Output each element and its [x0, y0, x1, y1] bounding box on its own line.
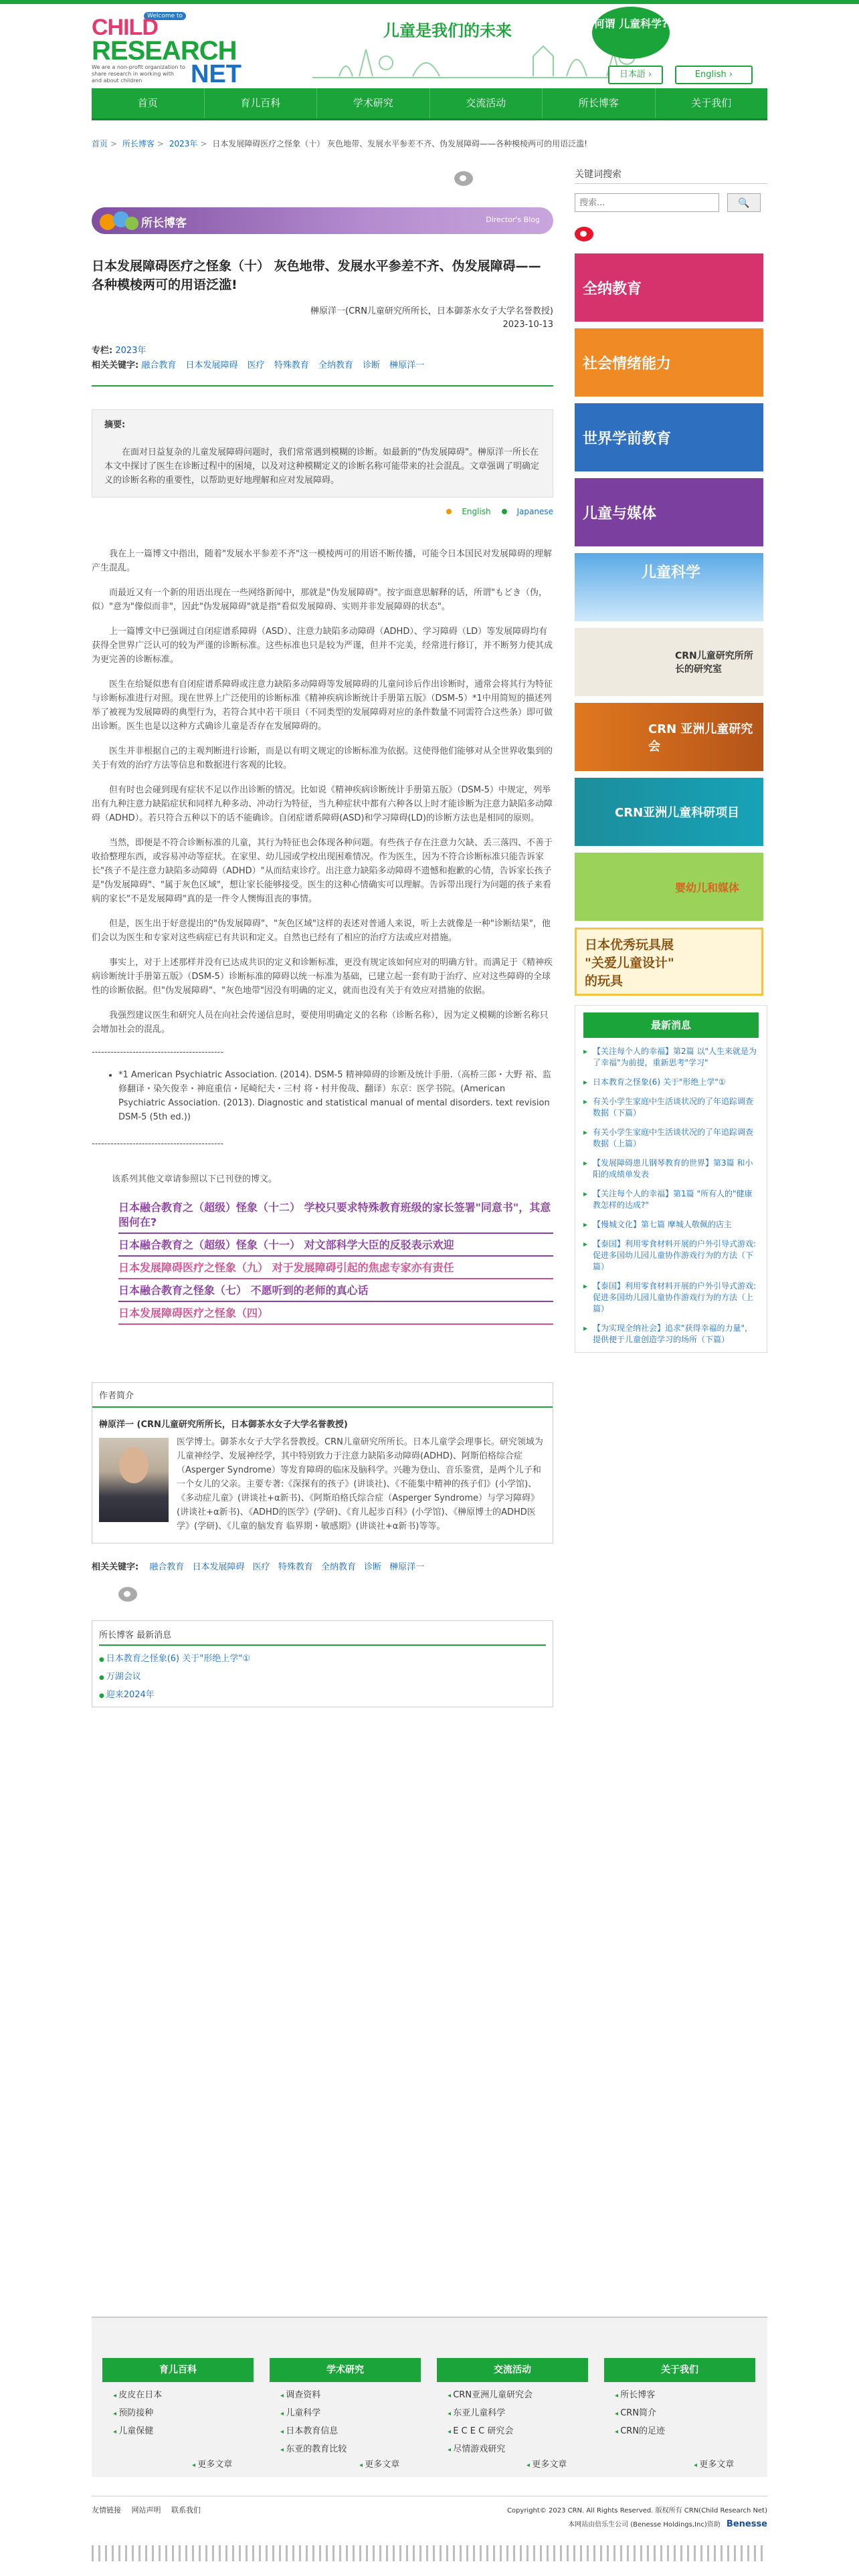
- site-logo[interactable]: [92, 9, 246, 88]
- related-post-link[interactable]: 日本融合教育之怪象（七） 不愿听到的老师的真心话: [118, 1279, 553, 1302]
- banner-crn-asia-project[interactable]: [575, 778, 763, 846]
- footer-link[interactable]: ◂ 皮皮在日本: [113, 2387, 254, 2400]
- abstract-label: 摘要:: [104, 420, 126, 430]
- column-link[interactable]: 2023年: [115, 346, 147, 356]
- blog-latest-box: [92, 1620, 553, 1707]
- keyword-link[interactable]: 特殊教育: [278, 1562, 313, 1572]
- divider-line: ------------------------------------------: [92, 1047, 224, 1057]
- keyword-search-heading: 关键词搜索: [575, 167, 767, 184]
- abstract-text: 在面对日益复杂的儿童发展障碍问题时，我们常常遇到模糊的诊断。如最新的"伪发展障碍"。榊原洋一所长在本文中探讨了医生在诊断过程中的困境，以及对这种模糊定义的诊断名称可能带来的社会混乱。文章强调了明确定义的诊断名称的重要性，以帮助更好地理解和应对发展障碍。: [104, 447, 540, 486]
- paragraph: 上一篇博文中已强调过自闭症谱系障碍（ASD）、注意力缺陷多动障碍（ADHD）、学习障碍（LD）等发展障碍均有获得全世界广泛认可的较为严谨的诊断标准。这些标准也只是较为严谨，但并不完美，经常进行修订，并不断努力使其成为更完善的诊断标准。: [92, 627, 553, 665]
- sidebar: [575, 167, 767, 1353]
- sponsor-text: 本网站由倍乐生公司 (Benesse Holdings,Inc)资助: [568, 2521, 721, 2529]
- bottom-keywords: [92, 1560, 553, 1572]
- news-link[interactable]: ▸ 【发展障碍患儿钢琴教育的世界】第3篇 和小阳的成绩单发表: [583, 1158, 759, 1180]
- author-profile-heading: 作者简介: [92, 1383, 553, 1408]
- blog-header-bar: [92, 207, 553, 234]
- footer-more-link[interactable]: ◂ 更多文章: [694, 2457, 734, 2470]
- banner-director-lab[interactable]: [575, 628, 763, 696]
- news-link[interactable]: ▸ 【关注每个人的幸福】第2篇 以"人生来就是为了幸福"为前提，重新思考"学习": [583, 1046, 759, 1069]
- lang-english-link[interactable]: [446, 507, 490, 516]
- nav-about[interactable]: 关于我们: [691, 97, 732, 109]
- lang-japanese-link[interactable]: [502, 507, 554, 516]
- keyword-link[interactable]: 特殊教育: [274, 360, 309, 370]
- related-post-link[interactable]: 日本发展障碍医疗之怪象（四）: [118, 1302, 553, 1325]
- banner-crn-asia-research[interactable]: [575, 703, 763, 771]
- footer-grass-decoration: [92, 2545, 767, 2561]
- blog-latest-heading: 所长博客 最新消息: [99, 1628, 546, 1646]
- meta-divider: [92, 385, 553, 387]
- banner-label: CRN亚洲儿童科研项目: [615, 806, 740, 820]
- footer-link[interactable]: ◂ E C E C 研究会: [448, 2424, 588, 2436]
- footer-col-heading[interactable]: 关于我们: [604, 2358, 755, 2382]
- reference-item: • *1 American Psychiatric Association. (2014). DSM-5 精神障碍的诊断及统计手册.（高桥三郎・大野 裕、监修翻译・染矢俊幸・神庭重信・尾崎纪夫・三村 将・村井俊哉、翻译）东京：医学书院。(American Psychiatric Association. (2013). Diagnostic and statistical manual of mental disorders. text revision DSM-5 (5th ed.)): [118, 1068, 553, 1124]
- news-link[interactable]: ▸ 【泰国】利用零食材料开展的户外引导式游戏: 促进多国幼儿园儿童协作游戏行为的方法（下篇）: [583, 1239, 759, 1273]
- footer-col-heading[interactable]: 交流活动: [437, 2358, 588, 2382]
- article-author: [92, 305, 553, 332]
- footer-link[interactable]: ◂ CRN简介: [615, 2405, 755, 2418]
- latest-news-heading: 最新消息: [583, 1012, 759, 1038]
- banner-world-ece[interactable]: [575, 403, 763, 471]
- banner-child-science[interactable]: [575, 553, 763, 621]
- author-profile-name: 榊原洋一 (CRN儿童研究所所长，日本御茶水女子大学名誉教授): [99, 1420, 348, 1430]
- nav-home[interactable]: 首页: [92, 88, 205, 118]
- paragraph: 医生并非根据自己的主观判断进行诊断，而是以有明文规定的诊断标准为依据。这使得他们能够对从全世界收集到的关于有效的治疗方法等信息和数据进行客观的比较。: [92, 746, 553, 770]
- banner-label: 社会情绪能力: [583, 355, 672, 372]
- banner-label: CRN 亚洲儿童研究会: [648, 722, 753, 754]
- footer-col-events: [437, 2358, 588, 2454]
- friend-links-link[interactable]: 友情链接: [92, 2506, 121, 2514]
- nav-parenting[interactable]: 育儿百科: [205, 88, 318, 118]
- search-form: [575, 193, 767, 212]
- footer-col-research: [270, 2358, 421, 2454]
- latest-news-box: [575, 1005, 767, 1353]
- keyword-link[interactable]: 日本发展障碍: [192, 1562, 245, 1572]
- column-label: 专栏:: [92, 346, 113, 356]
- footer-more-link[interactable]: ◂ 更多文章: [359, 2457, 399, 2470]
- breadcrumb-year[interactable]: 2023年: [169, 139, 198, 148]
- logo-tagline: We are a non-profit organization to share research in working with and about children: [92, 64, 185, 84]
- footer-col-about: [604, 2358, 755, 2436]
- weibo-icon[interactable]: [575, 227, 593, 241]
- banner-toy-award[interactable]: [575, 928, 763, 996]
- site-header: [92, 4, 767, 88]
- news-link[interactable]: ▸ 有关小学生家庭中生活谈状况的了年追踪调查数据（下篇）: [583, 1096, 759, 1119]
- english-button[interactable]: English ›: [675, 66, 753, 84]
- nav-research[interactable]: 学术研究: [317, 88, 430, 118]
- keyword-link[interactable]: 日本发展障碍: [185, 360, 238, 370]
- breadcrumb-current: 日本发展障碍医疗之怪象（十） 灰色地带、发展水平参差不齐、伪发展障碍——各种模棱两可的用语泛滥!: [212, 139, 587, 148]
- banner-label: 日本优秀玩具展 "关爱儿童设计" 的玩具: [585, 937, 674, 988]
- footer-link[interactable]: ◂ 儿童科学: [280, 2405, 421, 2418]
- reference-list: [118, 1068, 553, 1124]
- footer-link[interactable]: ◂ CRN亚洲儿童研究会: [448, 2387, 588, 2400]
- article-column: [92, 167, 553, 1707]
- logo-welcome: Welcome to: [144, 12, 186, 20]
- banner-label: 儿童与媒体: [583, 505, 657, 522]
- nav-blog[interactable]: 所长博客: [543, 88, 656, 118]
- banner-label: 全纳教育: [583, 280, 642, 298]
- logo-research: RESEARCH: [92, 36, 237, 66]
- author-bio: 医学博士。御茶水女子大学名誉教授。CRN儿童研究所所长。日本儿童学会理事长。研究领域为儿童神经学、发展神经学，其中特别致力于注意力缺陷多动障碍(ADHD)、阿斯伯格综合症（Asperger Syndrome）等发育障碍的临床及脑科学。兴趣为登山、音乐鉴赏，是两个儿子和一个女儿的父亲。主要专著:《深探有的孩子》(讲谈社)、《不能集中精神的孩子们》(小学馆)、《多动症儿童》(讲谈社+α新书)、《阿斯珀格氏综合症（Asperger Syndrome）与学习障碍》(讲谈社+α新书)、《ADHD的医学》(学研)、《育儿起步百科》(小学馆)、《榊原博士的ADHD医学》(学研)、《儿童的脑发育 临界期・敏感期》(讲谈社+α新书)等等。: [177, 1437, 543, 1531]
- footer-link[interactable]: ◂ 儿童保健: [113, 2424, 254, 2436]
- nav-events[interactable]: 交流活动: [430, 88, 543, 118]
- paragraph: 事实上，对于上述那样并没有已达成共识的定义和诊断标准，更没有规定该如何应对的明确方针。而满足于《精神疾病诊断统计手册第五版》（DSM-5）诊断标准的障碍以统一标准为基础，已建立起一套有助于治疗、应对这些障碍的全球性的诊断依据。但"伪发展障碍"、"灰色地带"因没有明确的定义，就而也没有关于有效应对措施的依据。: [92, 958, 553, 996]
- blog-bar-subtitle: Director's Blog: [486, 215, 540, 224]
- abstract-box: [92, 409, 553, 498]
- footer-link[interactable]: ◂ 日本教育信息: [280, 2424, 421, 2436]
- paragraph: 当然，即便是不符合诊断标准的儿童，其行为特征也会体现各种问题。有些孩子存在注意力欠缺、丢三落四、不善于收拾整理东西，或容易冲动等症状。在家里、幼儿园或学校出现困难情况。作为医生，因为不符合诊断标准只能告诉家长"孩子不是注意力缺陷多动障碍（ADHD）"从而结束诊疗。出注意力缺陷多动障碍不遗憾和抱歉的心情，告诉家长孩子是"伪发展障碍"、"属于灰色区域"，想让家长能够接受。医生的这种心情确实可以理解。告诉带出现行为问题的孩子来看病的家长"不是发展障碍"真的是一件令人懊悔沮丧的事情。: [92, 838, 553, 904]
- breadcrumb: 首页 > 所长博客 > 2023年 > 日本发展障碍医疗之怪象（十） 灰色地带、发展水平参差不齐、伪发展障碍——各种模棱两可的用语泛滥!: [92, 139, 587, 148]
- blog-latest-link[interactable]: ● 迎来2024年: [99, 1687, 546, 1700]
- copyright-text: Copyright© 2023 CRN. All Rights Reserved. 版权所有 CRN(Child Research Net): [506, 2507, 767, 2514]
- lang-dot-icon: [446, 509, 452, 514]
- article-date: 2023-10-13: [502, 320, 553, 330]
- blog-latest-link[interactable]: ● 万湖会议: [99, 1669, 546, 1682]
- banner-children-media[interactable]: [575, 478, 763, 546]
- related-post-link[interactable]: 日本发展障碍医疗之怪象（九） 对于发展障碍引起的焦虑专家亦有责任: [118, 1257, 553, 1279]
- banner-inclusive-education[interactable]: [575, 253, 763, 322]
- keyword-link[interactable]: 融合教育: [141, 360, 177, 370]
- footer-bar: [92, 2496, 767, 2529]
- banner-social-emotional[interactable]: [575, 328, 763, 397]
- paragraph: 我强烈建议医生和研究人员在向社会传递信息时，要使用明确定义的名称（诊断名称），因为定义模糊的诊断名称只会增加社会的混乱。: [92, 1010, 549, 1035]
- banner-label: 世界学前教育: [583, 430, 672, 447]
- keywords-label: 相关关键字:: [92, 360, 139, 370]
- what-is-child-science-bubble[interactable]: 何谓 儿童科学?: [592, 7, 670, 59]
- banner-label: 婴幼儿和媒体: [675, 881, 740, 894]
- blog-latest-link[interactable]: ● 日本教育之怪象(6) 关于"形绝上学"①: [99, 1651, 546, 1664]
- keyword-link[interactable]: 医疗: [247, 360, 265, 370]
- paragraph: 而最近又有一个新的用语出现在一些网络新闻中，那就是"伪发展障碍"。按字面意思解释的话，所谓"もどき（伪，似）"意为"像似而非"，因此"伪发展障碍"就是指"看似发展障碍、实则并非发展障碍的状态"。: [92, 588, 547, 612]
- news-link[interactable]: ▸ 【为实现全纳社会】追求"获得幸福的力量"，提供便于儿童创造学习的场所（下篇）: [583, 1323, 759, 1346]
- footer-col-parenting: [102, 2358, 254, 2436]
- footer-col-heading[interactable]: 学术研究: [270, 2358, 421, 2382]
- footer-more-link[interactable]: ◂ 更多文章: [527, 2457, 567, 2470]
- keyword-link[interactable]: 诊断: [364, 1562, 382, 1572]
- paragraph: 我在上一篇博文中指出，随着"发展水平参差不齐"这一模棱两可的用语不断传播，可能令日本国民对发展障碍的理解产生混乱。: [92, 549, 552, 573]
- footer-link[interactable]: ◂ 尽情游戏研究: [448, 2442, 588, 2454]
- logo-net: NET: [191, 60, 242, 88]
- footer-link[interactable]: ◂ 东亚的教育比较: [280, 2442, 421, 2454]
- news-link[interactable]: ▸ 【慢城文化】第七篇 摩城人敬佩的店主: [583, 1219, 759, 1230]
- lang-english-label: English: [462, 507, 491, 516]
- paragraph: 但是，医生出于好意提出的"伪发展障碍"、"灰色区域"这样的表述对普通人来说，听上去就像是一种"诊断结果"，他们会以为医生和专家对这些病症已有共识和定义。自然也已经有了相应的治疗方法或应对措施。: [92, 919, 551, 943]
- header-slogan: 儿童是我们的未来: [383, 21, 512, 40]
- keyword-link[interactable]: 榊原洋一: [389, 1562, 425, 1572]
- article-title: 日本发展障碍医疗之怪象（十） 灰色地带、发展水平参差不齐、伪发展障碍——各种模棱两可的用语泛滥!: [92, 259, 541, 292]
- keyword-link[interactable]: 全纳教育: [318, 360, 353, 370]
- search-button[interactable]: 🔍: [727, 193, 761, 212]
- main-nav: [92, 88, 767, 120]
- news-link[interactable]: ▸ 【关注每个人的幸福】第1篇 "所有人的"健康教怎样的达成?": [583, 1188, 759, 1211]
- breadcrumb-blog[interactable]: 所长博客: [122, 139, 155, 148]
- site-statement-link[interactable]: 网站声明: [131, 2506, 161, 2514]
- benesse-logo[interactable]: Benesse: [726, 2519, 767, 2529]
- japanese-button[interactable]: 日本語 ›: [608, 66, 663, 84]
- related-post-link[interactable]: 日本融合教育之（超级）怪象（十一） 对文部科学大臣的反驳表示欢迎: [118, 1234, 553, 1257]
- footer-link[interactable]: ◂ 东亚儿童科学: [448, 2405, 588, 2418]
- footer-link[interactable]: ◂ 所长博客: [615, 2387, 755, 2400]
- footer-link[interactable]: ◂ 调查资料: [280, 2387, 421, 2400]
- footer-col-heading[interactable]: 育儿百科: [102, 2358, 254, 2382]
- keyword-link[interactable]: 全纳教育: [320, 1562, 356, 1572]
- banner-infants-media[interactable]: [575, 853, 763, 921]
- blog-bar-title: 所长博客: [141, 217, 187, 230]
- keyword-link[interactable]: 融合教育: [149, 1562, 185, 1572]
- keyword-link[interactable]: 榊原洋一: [389, 360, 425, 370]
- article-body: [92, 547, 553, 1037]
- news-link[interactable]: ▸ 日本教育之怪象(6) 关于"形绝上学"①: [583, 1077, 759, 1088]
- search-input[interactable]: [575, 193, 719, 212]
- keyword-link[interactable]: 诊断: [363, 360, 381, 370]
- news-link[interactable]: ▸ 【泰国】利用零食材料开展的户外引导式游戏: 促进多国幼儿园儿童协作游戏行为的方法（上篇）: [583, 1281, 759, 1315]
- copyright-block: [507, 2504, 767, 2532]
- lang-dot-icon: [502, 509, 507, 514]
- paragraph: 医生在给疑似患有自闭症谱系障碍或注意力缺陷多动障碍等发展障碍的儿童问诊后作出诊断时，通常会将其行为特征与诊断标准进行对照。现在世界上广泛使用的诊断标准《精神疾病诊断统计手册第五版》（DSM-5）*1中用简短的描述列举了被视为发展障碍的典型行为，若符合其中若干项目（不同类型的发展障碍对应的条件数量不同需符合这些条）即可做出诊断。医生也是以这种方式确诊儿童是否存在发展障碍的。: [92, 679, 553, 732]
- related-post-link[interactable]: 日本融合教育之（超级）怪象（十二） 学校只要求特殊教育班级的家长签署"同意书"，其意图何在?: [118, 1196, 553, 1234]
- keyword-link[interactable]: 医疗: [252, 1562, 270, 1572]
- series-note: 该系列其他文章请参照以下已刊登的博文。: [112, 1174, 278, 1184]
- language-links: [92, 507, 553, 516]
- page: [92, 4, 767, 2576]
- english-button-label: English: [694, 70, 727, 80]
- divider-line: ------------------------------------------: [92, 1139, 224, 1149]
- japanese-button-label: 日本語: [619, 70, 646, 80]
- footer-link[interactable]: ◂ 预防接种: [113, 2405, 254, 2418]
- news-link[interactable]: ▸ 有关小学生家庭中生活谈状况的了年追踪调查数据（上篇）: [583, 1127, 759, 1150]
- lang-japanese-label: Japanese: [516, 507, 553, 516]
- weibo-share-icon[interactable]: [454, 171, 473, 186]
- keywords-label: 相关关键字:: [92, 1562, 139, 1572]
- site-footer: [92, 2317, 767, 2477]
- breadcrumb-home[interactable]: 首页: [92, 139, 108, 148]
- footer-more-link[interactable]: ◂ 更多文章: [192, 2457, 232, 2470]
- weibo-share-icon[interactable]: [118, 1587, 137, 1602]
- related-posts: [118, 1196, 553, 1325]
- author-photo: [99, 1438, 169, 1522]
- contact-link[interactable]: 联系我们: [171, 2506, 201, 2514]
- paragraph: 但有时也会碰到现有症状不足以作出诊断的情况。比如说《精神疾病诊断统计手册第五版》（DSM-5）中规定，列举出有九种注意力缺陷症状和同样九种多动、冲动行为特征，当九种症状中都有六种各以上时才能诊断为注意力缺陷多动障碍（ADHD）。若只符合五种以下的话不能确诊。自闭症谱系障碍(ASD)和学习障碍(LD)的诊断方法也是相同的原则。: [92, 785, 553, 823]
- banner-label: 儿童科学: [642, 564, 701, 581]
- logo-child: CHILD: [92, 15, 158, 40]
- article-meta: [92, 344, 553, 373]
- article-author-name: 榊原洋一(CRN儿童研究所所长，日本御茶水女子大学名誉教授): [310, 306, 553, 316]
- blog-bar-dots-icon: [98, 210, 145, 233]
- footer-link[interactable]: ◂ CRN的足迹: [615, 2424, 755, 2436]
- author-profile: [92, 1382, 553, 1543]
- banner-label: CRN儿童研究所所长的研究室: [675, 651, 753, 675]
